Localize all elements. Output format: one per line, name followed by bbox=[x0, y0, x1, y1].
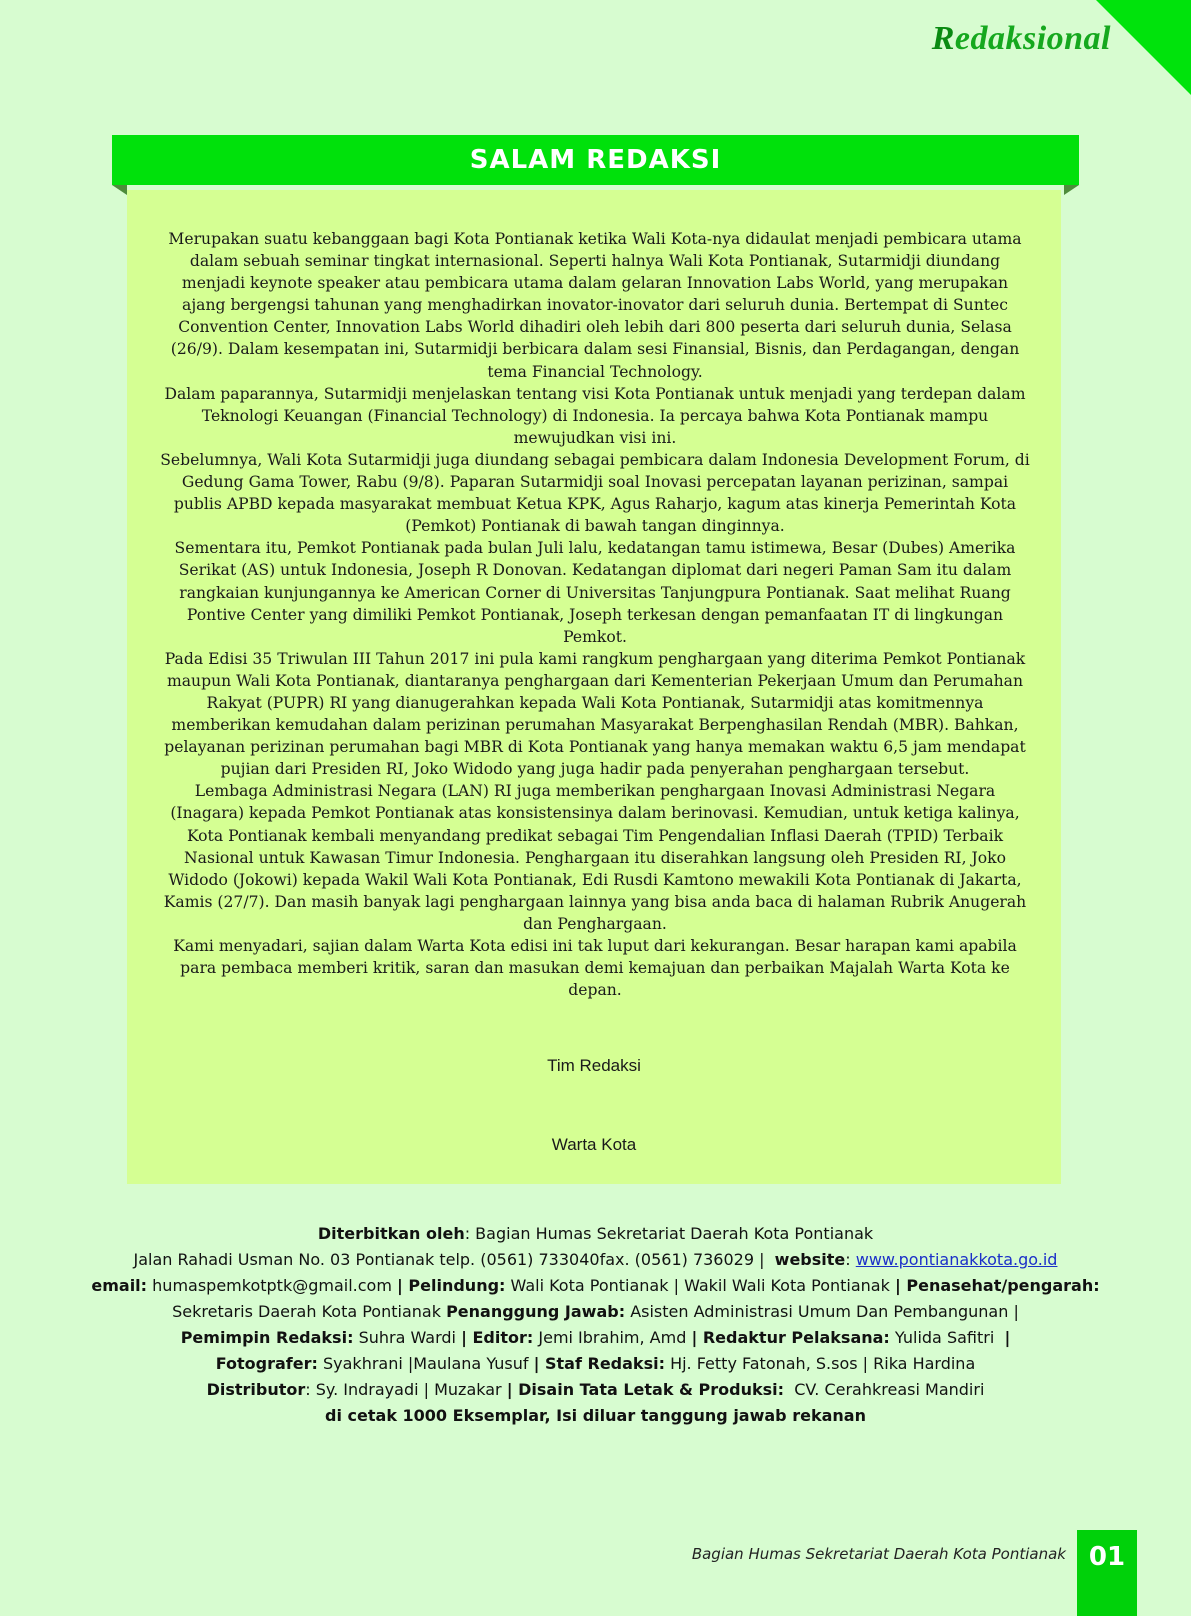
pemimpin-redaksi-value: Suhra Wardi bbox=[358, 1328, 456, 1347]
disain-label: | Disain Tata Letak & Produksi: bbox=[506, 1380, 785, 1399]
credits-line-4 bbox=[40, 1299, 1151, 1325]
penanggung-jawab-value: Asisten Administrasi Umum Dan Pembangunan | bbox=[630, 1302, 1019, 1321]
banner-fold-left bbox=[112, 185, 127, 195]
credits-line-8 bbox=[40, 1403, 1151, 1429]
website-label: website bbox=[774, 1250, 846, 1269]
website-colon: : bbox=[845, 1250, 851, 1269]
print-note: di cetak 1000 Eksemplar, Isi diluar tanggung jawab rekanan bbox=[325, 1406, 866, 1425]
credits-line-7 bbox=[40, 1377, 1151, 1403]
banner-fold-right bbox=[1064, 185, 1079, 195]
staf-redaksi-label: | Staf Redaksi: bbox=[533, 1354, 665, 1373]
pelindung-label: | Pelindung: bbox=[397, 1276, 506, 1295]
address-text: Jalan Rahadi Usman No. 03 Pontianak telp. (0561) 733040fax. (0561) 736029 | bbox=[133, 1250, 765, 1269]
editorial-banner bbox=[112, 135, 1079, 185]
editorial-body bbox=[160, 228, 1030, 1001]
section-label bbox=[932, 20, 1111, 58]
page-number: 01 bbox=[1077, 1530, 1137, 1616]
paragraph: Sementara itu, Pemkot Pontianak pada bulan Juli lalu, kedatangan tamu istimewa, Besar (Dubes) Amerika Serikat (AS) untuk Indonesia, Joseph R Donovan. Kedatangan diplomat dari negeri Paman Sam itu dalam rangkaian kunjungannya ke American Corner di Universitas Tanjungpura Pontianak. Saat melihat Ruang Pontive Center yang dimiliki Pemkot Pontianak, Joseph terkesan dengan pemanfaatan IT di lingkungan Pemkot. bbox=[174, 539, 1016, 646]
publisher-label: Diterbitkan oleh bbox=[317, 1224, 465, 1243]
section-label-rest: edaksional bbox=[954, 20, 1111, 57]
publisher-value: : Bagian Humas Sekretariat Daerah Kota Pontianak bbox=[464, 1224, 874, 1243]
credits-line-3 bbox=[40, 1273, 1151, 1299]
paragraph: Merupakan suatu kebanggaan bagi Kota Pontianak ketika Wali Kota-nya didaulat menjadi pembicara utama dalam sebuah seminar tingkat internasional. Seperti halnya Wali Kota Pontianak, Sutarmidji diundang menjadi keynote speaker atau pembicara utama dalam gelaran Innovation Labs World, yang merupakan ajang bergengsi tahunan yang menghadirkan inovator-inovator dari seluruh dunia. Bertempat di Suntec Convention Center, Innovation Labs World dihadiri oleh lebih dari 800 peserta dari seluruh dunia, Selasa (26/9). Dalam kesempatan ini, Sutarmidji berbicara dalam sesi Finansial, Bisnis, dan Perdagangan, dengan tema Financial Technology. bbox=[168, 230, 1022, 381]
fotografer-value: Syakhrani |Maulana Yusuf bbox=[323, 1354, 529, 1373]
credits-line-5 bbox=[40, 1325, 1151, 1351]
distributor-label: Distributor bbox=[206, 1380, 306, 1399]
redaktur-pelaksana-label: | Redaktur Pelaksana: bbox=[691, 1328, 890, 1347]
signature-publication: Warta Kota bbox=[551, 1135, 637, 1154]
penanggung-jawab-label: Penanggung Jawab: bbox=[446, 1302, 626, 1321]
pemimpin-redaksi-label: Pemimpin Redaksi: bbox=[180, 1328, 354, 1347]
disain-value: CV. Cerahkreasi Mandiri bbox=[794, 1380, 985, 1399]
penasehat-value: Sekretaris Daerah Kota Pontianak bbox=[172, 1302, 441, 1321]
section-label-initial: R bbox=[931, 20, 955, 57]
editor-value: Jemi Ibrahim, Amd bbox=[538, 1328, 687, 1347]
editor-label: | Editor: bbox=[461, 1328, 534, 1347]
credits-line-6 bbox=[40, 1351, 1151, 1377]
signature-team: Tim Redaksi bbox=[547, 1056, 641, 1075]
website-link[interactable]: www.pontianakkota.go.id bbox=[855, 1250, 1058, 1269]
paragraph: Kami menyadari, sajian dalam Warta Kota edisi ini tak luput dari kekurangan. Besar harapan kami apabila para pembaca memberi kritik, saran dan masukan demi kemajuan dan perbaikan Majalah Warta Kota ke depan. bbox=[173, 937, 1017, 1000]
masthead-credits bbox=[40, 1221, 1151, 1429]
banner-title: SALAM REDAKSI bbox=[469, 145, 722, 175]
redaktur-pelaksana-value: Yulida Safitri bbox=[894, 1328, 995, 1347]
separator: | bbox=[1004, 1328, 1011, 1347]
paragraph: Dalam paparannya, Sutarmidji menjelaskan tentang visi Kota Pontianak untuk menjadi yang terdepan dalam Teknologi Keuangan (Financial Technology) di Indonesia. Ia percaya bahwa Kota Pontianak mampu mewujudkan visi ini. bbox=[164, 384, 1026, 447]
email-label: email: bbox=[91, 1276, 148, 1295]
paragraph: Lembaga Administrasi Negara (LAN) RI juga memberikan penghargaan Inovasi Administrasi Negara (Inagara) kepada Pemkot Pontianak atas konsistensinya dalam berinovasi. Kemudian, untuk ketiga kalinya, Kota Pontianak kembali menyandang predikat sebagai Tim Pengendalian Inflasi Daerah (TPID) Terbaik Nasional untuk Kawasan Timur Indonesia. Penghargaan itu diserahkan langsung oleh Presiden RI, Joko Widodo (Jokowi) kepada Wakil Wali Kota Pontianak, Edi Rusdi Kamtono mewakili Kota Pontianak di Jakarta, Kamis (27/7). Dan masih banyak lagi penghargaan lainnya yang bisa anda baca di halaman Rubrik Anugerah dan Penghargaan. bbox=[163, 782, 1027, 933]
pelindung-value: Wali Kota Pontianak | Wakil Wali Kota Pontianak bbox=[510, 1276, 890, 1295]
staf-redaksi-value: Hj. Fetty Fatonah, S.sos | Rika Hardina bbox=[670, 1354, 976, 1373]
penasehat-label: | Penasehat/pengarah: bbox=[894, 1276, 1100, 1295]
fotografer-label: Fotografer: bbox=[215, 1354, 318, 1373]
credits-line-2 bbox=[40, 1247, 1151, 1273]
email-value: humaspemkotptk@gmail.com bbox=[152, 1276, 392, 1295]
paragraph: Pada Edisi 35 Triwulan III Tahun 2017 ini pula kami rangkum penghargaan yang diterima Pemkot Pontianak maupun Wali Kota Pontianak, diantaranya penghargaan dari Kementerian Pekerjaan Umum dan Perumahan Rakyat (PUPR) RI yang dianugerahkan kepada Wali Kota Pontianak, Sutarmidji atas komitmennya memberikan kemudahan dalam perizinan perumahan Masyarakat Berpenghasilan Rendah (MBR). Bahkan, pelayanan perizinan perumahan bagi MBR di Kota Pontianak yang hanya memakan waktu 6,5 jam mendapat pujian dari Presiden RI, Joko Widodo yang juga hadir pada penyerahan penghargaan tersebut. bbox=[164, 649, 1026, 779]
paragraph: Sebelumnya, Wali Kota Sutarmidji juga diundang sebagai pembicara dalam Indonesia Development Forum, di Gedung Gama Tower, Rabu (9/8). Paparan Sutarmidji soal Inovasi percepatan layanan perizinan, sampai publis APBD kepada masyarakat membuat Ketua KPK, Agus Raharjo, kagum atas kinerja Pemerintah Kota (Pemkot) Pontianak di bawah tangan dinginnya. bbox=[160, 450, 1030, 536]
distributor-value: : Sy. Indrayadi | Muzakar bbox=[305, 1380, 502, 1399]
credits-line-1 bbox=[40, 1221, 1151, 1247]
footer-organization: Bagian Humas Sekretariat Daerah Kota Pontianak bbox=[691, 1545, 1066, 1563]
